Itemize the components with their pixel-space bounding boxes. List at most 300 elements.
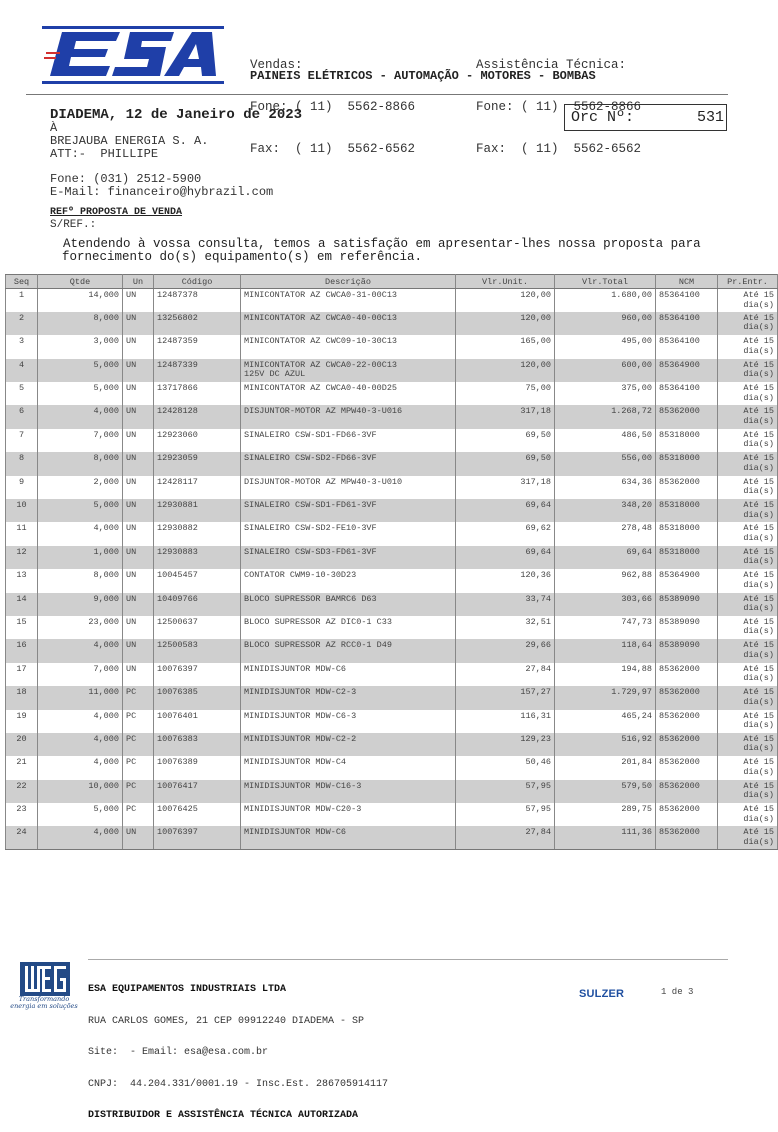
cell-un-text: UN bbox=[126, 827, 137, 838]
sulzer-logo: SULZER bbox=[579, 988, 625, 1000]
cell-qty-text: 4,000 bbox=[93, 827, 119, 838]
cell-ncm bbox=[656, 710, 718, 733]
cell-code bbox=[154, 733, 241, 756]
delivery-unit: dia(s) bbox=[743, 439, 774, 450]
cell-seq bbox=[6, 826, 38, 849]
cell-desc-text: DISJUNTOR-MOTOR AZ MPW40-3-U010 bbox=[244, 476, 403, 487]
cell-code bbox=[154, 382, 241, 405]
cell-code-text: 10076401 bbox=[157, 710, 198, 721]
cell-delivery bbox=[718, 780, 778, 803]
cell-qty bbox=[38, 452, 123, 475]
cell-qty bbox=[38, 546, 123, 569]
cell-code bbox=[154, 639, 241, 662]
cell-ncm bbox=[656, 826, 718, 849]
cell-ncm bbox=[656, 289, 718, 312]
cell-un bbox=[123, 522, 154, 545]
cell-ncm bbox=[656, 616, 718, 639]
col-header-un: Un bbox=[123, 275, 154, 289]
cell-total-text: 1.729,97 bbox=[611, 687, 652, 698]
cell-un bbox=[123, 312, 154, 335]
cell-seq-text: 24 bbox=[16, 827, 27, 838]
cell-delivery bbox=[718, 733, 778, 756]
cell-code-text: 12428128 bbox=[157, 406, 198, 417]
table-row bbox=[6, 452, 778, 475]
cell-ncm bbox=[656, 312, 718, 335]
table-row bbox=[6, 663, 778, 686]
cell-qty bbox=[38, 593, 123, 616]
cell-un bbox=[123, 359, 154, 382]
cell-unit bbox=[456, 663, 555, 686]
cell-code bbox=[154, 803, 241, 826]
weg-logo-icon bbox=[20, 962, 70, 996]
cell-total bbox=[555, 335, 656, 358]
cell-un-text: UN bbox=[126, 593, 137, 604]
cell-code bbox=[154, 476, 241, 499]
delivery-unit: dia(s) bbox=[743, 532, 774, 543]
cell-total-text: 962,88 bbox=[621, 570, 652, 581]
tech-label: Assistência Técnica: bbox=[476, 58, 627, 72]
cell-unit bbox=[456, 569, 555, 592]
delivery-days: Até 15 bbox=[743, 687, 774, 698]
tech-contact bbox=[476, 30, 641, 170]
delivery-unit: dia(s) bbox=[743, 556, 774, 567]
cell-desc bbox=[241, 593, 456, 616]
cell-total bbox=[555, 476, 656, 499]
cell-total bbox=[555, 756, 656, 779]
cell-un-text: UN bbox=[126, 383, 137, 394]
cell-delivery bbox=[718, 826, 778, 849]
cell-un-text: PC bbox=[126, 710, 137, 721]
cell-code-text: 12500637 bbox=[157, 616, 198, 627]
cell-un-text: UN bbox=[126, 640, 137, 651]
client-name: BREJAUBA ENERGIA S. A. bbox=[50, 134, 209, 148]
cell-un-text: UN bbox=[126, 663, 137, 674]
cell-seq-text: 15 bbox=[16, 616, 27, 627]
orc-number: 531 bbox=[696, 109, 724, 126]
delivery-days: Até 15 bbox=[743, 406, 774, 417]
cell-seq-text: 19 bbox=[16, 710, 27, 721]
cell-unit bbox=[456, 780, 555, 803]
cell-ncm-text: 85364100 bbox=[659, 290, 700, 300]
delivery-days: Até 15 bbox=[743, 804, 774, 815]
cell-seq bbox=[6, 733, 38, 756]
cell-delivery bbox=[718, 405, 778, 428]
cell-total-text: 516,92 bbox=[621, 733, 652, 744]
cell-un bbox=[123, 803, 154, 826]
cell-seq bbox=[6, 663, 38, 686]
cell-ncm-text: 85364100 bbox=[659, 336, 700, 347]
cell-code bbox=[154, 499, 241, 522]
cell-qty bbox=[38, 335, 123, 358]
cell-total bbox=[555, 452, 656, 475]
cell-un-text: PC bbox=[126, 733, 137, 744]
cell-ncm bbox=[656, 476, 718, 499]
cell-un bbox=[123, 710, 154, 733]
cell-seq bbox=[6, 616, 38, 639]
reference-title: REFº PROPOSTA DE VENDA bbox=[50, 207, 183, 218]
cell-desc bbox=[241, 686, 456, 709]
table-row bbox=[6, 312, 778, 335]
cell-delivery bbox=[718, 663, 778, 686]
cell-desc-text: MINIDISJUNTOR MDW-C6 bbox=[244, 663, 347, 674]
delivery-unit: dia(s) bbox=[743, 813, 774, 824]
cell-ncm-text: 85318000 bbox=[659, 500, 700, 511]
cell-delivery bbox=[718, 382, 778, 405]
cell-code-text: 13256802 bbox=[157, 312, 198, 323]
cell-code-text: 12487378 bbox=[157, 290, 198, 300]
cell-desc-text: MINICONTATOR AZ CWCA0-40-00C13 bbox=[244, 312, 398, 323]
cell-delivery bbox=[718, 756, 778, 779]
cell-ncm-text: 85362000 bbox=[659, 663, 700, 674]
cell-desc-text: MINICONTATOR AZ CWCA0-22-00C13 bbox=[244, 359, 398, 370]
cell-desc-text: SINALEIRO CSW-SD1-FD61-3VF bbox=[244, 500, 377, 511]
cell-seq bbox=[6, 522, 38, 545]
cell-code-text: 12500583 bbox=[157, 640, 198, 651]
delivery-unit: dia(s) bbox=[743, 369, 774, 380]
client-email: E-Mail: financeiro@hybrazil.com bbox=[50, 185, 274, 199]
cell-ncm-text: 85362000 bbox=[659, 804, 700, 815]
cell-total bbox=[555, 499, 656, 522]
cell-ncm bbox=[656, 663, 718, 686]
cell-desc bbox=[241, 289, 456, 312]
cell-qty-text: 10,000 bbox=[88, 780, 119, 791]
cell-desc bbox=[241, 335, 456, 358]
cell-total-text: 201,84 bbox=[621, 757, 652, 768]
col-header-ncm: NCM bbox=[656, 275, 718, 289]
intro-text bbox=[63, 238, 753, 264]
cell-qty-text: 23,000 bbox=[88, 616, 119, 627]
cell-unit-text: 129,23 bbox=[520, 733, 551, 744]
cell-seq bbox=[6, 359, 38, 382]
cell-delivery bbox=[718, 476, 778, 499]
cell-un-text: UN bbox=[126, 616, 137, 627]
cell-desc-text: MINIDISJUNTOR MDW-C4 bbox=[244, 757, 347, 768]
table-row bbox=[6, 686, 778, 709]
sales-contact bbox=[250, 30, 415, 170]
cell-qty bbox=[38, 382, 123, 405]
cell-seq bbox=[6, 312, 38, 335]
cell-unit-text: 120,00 bbox=[520, 312, 551, 323]
cell-ncm-text: 85318000 bbox=[659, 523, 700, 534]
cell-un-text: UN bbox=[126, 500, 137, 511]
cell-total-text: 1.680,00 bbox=[611, 290, 652, 300]
cell-qty-text: 2,000 bbox=[93, 476, 119, 487]
cell-code bbox=[154, 616, 241, 639]
cell-un-text: UN bbox=[126, 546, 137, 557]
cell-desc bbox=[241, 452, 456, 475]
cell-delivery bbox=[718, 522, 778, 545]
cell-total-text: 634,36 bbox=[621, 476, 652, 487]
cell-total-text: 600,00 bbox=[621, 359, 652, 370]
col-header-unit: Vlr.Unit. bbox=[456, 275, 555, 289]
cell-unit-text: 69,50 bbox=[525, 453, 551, 464]
cell-seq-text: 16 bbox=[16, 640, 27, 651]
cell-un-text: UN bbox=[126, 523, 137, 534]
cell-desc bbox=[241, 780, 456, 803]
cell-unit bbox=[456, 359, 555, 382]
cell-code-text: 12487359 bbox=[157, 336, 198, 347]
cell-qty-text: 9,000 bbox=[93, 593, 119, 604]
cell-qty-text: 4,000 bbox=[93, 640, 119, 651]
cell-seq bbox=[6, 546, 38, 569]
cell-unit bbox=[456, 546, 555, 569]
cell-code bbox=[154, 663, 241, 686]
cell-qty bbox=[38, 826, 123, 849]
cell-seq bbox=[6, 429, 38, 452]
cell-ncm-text: 85362000 bbox=[659, 733, 700, 744]
cell-unit bbox=[456, 710, 555, 733]
cell-code bbox=[154, 756, 241, 779]
cell-code bbox=[154, 359, 241, 382]
cell-code bbox=[154, 546, 241, 569]
cell-un-text: PC bbox=[126, 757, 137, 768]
footer-cnpj: CNPJ: 44.204.331/0001.19 - Insc.Est. 286705914117 bbox=[88, 1078, 389, 1090]
cell-total-text: 348,20 bbox=[621, 500, 652, 511]
cell-unit-text: 57,95 bbox=[525, 780, 551, 791]
cell-seq bbox=[6, 756, 38, 779]
cell-desc bbox=[241, 546, 456, 569]
table-row bbox=[6, 429, 778, 452]
cell-unit-text: 75,00 bbox=[525, 383, 551, 394]
cell-qty bbox=[38, 429, 123, 452]
cell-un-text: PC bbox=[126, 780, 137, 791]
delivery-days: Até 15 bbox=[743, 616, 774, 627]
cell-desc bbox=[241, 476, 456, 499]
table-row bbox=[6, 522, 778, 545]
cell-code bbox=[154, 429, 241, 452]
cell-desc bbox=[241, 569, 456, 592]
cell-ncm-text: 85362000 bbox=[659, 757, 700, 768]
cell-unit bbox=[456, 616, 555, 639]
cell-qty bbox=[38, 780, 123, 803]
cell-seq-text: 23 bbox=[16, 804, 27, 815]
cell-delivery bbox=[718, 335, 778, 358]
cell-un bbox=[123, 429, 154, 452]
cell-desc-text: DISJUNTOR-MOTOR AZ MPW40-3-U016 bbox=[244, 406, 403, 417]
cell-delivery bbox=[718, 359, 778, 382]
cell-unit-text: 27,84 bbox=[525, 827, 551, 838]
cell-code bbox=[154, 312, 241, 335]
cell-total bbox=[555, 663, 656, 686]
cell-qty-text: 3,000 bbox=[93, 336, 119, 347]
cell-un-text: UN bbox=[126, 312, 137, 323]
cell-seq-text: 20 bbox=[16, 733, 27, 744]
cell-seq-text: 10 bbox=[16, 500, 27, 511]
cell-un bbox=[123, 499, 154, 522]
cell-ncm bbox=[656, 686, 718, 709]
cell-un-text: UN bbox=[126, 406, 137, 417]
cell-code-text: 10076425 bbox=[157, 804, 198, 815]
cell-code-text: 12930881 bbox=[157, 500, 198, 511]
cell-total bbox=[555, 803, 656, 826]
cell-desc bbox=[241, 522, 456, 545]
cell-code-text: 13717866 bbox=[157, 383, 198, 394]
cell-ncm-text: 85362000 bbox=[659, 780, 700, 791]
cell-unit-text: 120,00 bbox=[520, 359, 551, 370]
delivery-unit: dia(s) bbox=[743, 509, 774, 520]
delivery-unit: dia(s) bbox=[743, 322, 774, 333]
delivery-days: Até 15 bbox=[743, 827, 774, 838]
cell-un bbox=[123, 382, 154, 405]
cell-desc bbox=[241, 312, 456, 335]
cell-total bbox=[555, 780, 656, 803]
cell-desc-text: BLOCO SUPRESSOR BAMRC6 D63 bbox=[244, 593, 377, 604]
footer-address: RUA CARLOS GOMES, 21 CEP 09912240 DIADEMA - SP bbox=[88, 1015, 365, 1027]
cell-total-text: 111,36 bbox=[621, 827, 652, 838]
delivery-days: Até 15 bbox=[743, 359, 774, 370]
cell-unit-text: 29,66 bbox=[525, 640, 551, 651]
cell-ncm-text: 85364900 bbox=[659, 570, 700, 581]
cell-qty bbox=[38, 803, 123, 826]
cell-code bbox=[154, 452, 241, 475]
cell-ncm bbox=[656, 499, 718, 522]
footer-distributor: DISTRIBUIDOR E ASSISTÊNCIA TÉCNICA AUTORIZADA bbox=[88, 1110, 359, 1121]
intro-line-1: Atendendo à vossa consulta, temos a satisfação em apresentar-lhes nossa proposta para bbox=[63, 237, 701, 251]
delivery-days: Até 15 bbox=[743, 312, 774, 323]
delivery-days: Até 15 bbox=[743, 710, 774, 721]
cell-qty-text: 11,000 bbox=[88, 687, 119, 698]
cell-code bbox=[154, 826, 241, 849]
cell-total-text: 69,64 bbox=[626, 546, 652, 557]
cell-unit-text: 165,00 bbox=[520, 336, 551, 347]
cell-unit bbox=[456, 639, 555, 662]
cell-desc-text: MINIDISJUNTOR MDW-C16-3 bbox=[244, 780, 362, 791]
cell-un bbox=[123, 335, 154, 358]
cell-ncm bbox=[656, 569, 718, 592]
cell-unit-text: 69,50 bbox=[525, 429, 551, 440]
cell-unit bbox=[456, 686, 555, 709]
cell-ncm-text: 85389090 bbox=[659, 616, 700, 627]
cell-code-text: 12923060 bbox=[157, 429, 198, 440]
cell-qty-text: 1,000 bbox=[93, 546, 119, 557]
cell-ncm bbox=[656, 335, 718, 358]
cell-total-text: 579,50 bbox=[621, 780, 652, 791]
delivery-days: Até 15 bbox=[743, 663, 774, 674]
cell-total-text: 556,00 bbox=[621, 453, 652, 464]
cell-total bbox=[555, 382, 656, 405]
cell-delivery bbox=[718, 289, 778, 312]
cell-qty-text: 8,000 bbox=[93, 453, 119, 464]
delivery-unit: dia(s) bbox=[743, 790, 774, 801]
footer-site-email: Site: - Email: esa@esa.com.br bbox=[88, 1047, 269, 1058]
cell-delivery bbox=[718, 546, 778, 569]
delivery-unit: dia(s) bbox=[743, 603, 774, 614]
table-row bbox=[6, 639, 778, 662]
cell-seq-text: 11 bbox=[16, 523, 27, 534]
cell-seq-text: 5 bbox=[18, 383, 25, 394]
cell-qty bbox=[38, 312, 123, 335]
cell-unit bbox=[456, 522, 555, 545]
cell-qty bbox=[38, 405, 123, 428]
cell-ncm bbox=[656, 429, 718, 452]
cell-code bbox=[154, 405, 241, 428]
col-header-delivery: Pr.Entr. bbox=[718, 275, 778, 289]
cell-ncm bbox=[656, 780, 718, 803]
cell-seq-text: 18 bbox=[16, 687, 27, 698]
col-header-total: Vlr.Total bbox=[555, 275, 656, 289]
cell-desc bbox=[241, 733, 456, 756]
cell-ncm bbox=[656, 803, 718, 826]
delivery-days: Até 15 bbox=[743, 500, 774, 511]
cell-code-text: 12923059 bbox=[157, 453, 198, 464]
cell-code-text: 10076389 bbox=[157, 757, 198, 768]
delivery-unit: dia(s) bbox=[743, 392, 774, 403]
cell-code-text: 10076417 bbox=[157, 780, 198, 791]
cell-total bbox=[555, 289, 656, 312]
intro-line-2: fornecimento do(s) equipamento(s) em referência. bbox=[62, 250, 423, 264]
cell-un-text: UN bbox=[126, 429, 137, 440]
cell-seq bbox=[6, 499, 38, 522]
cell-code-text: 12930882 bbox=[157, 523, 198, 534]
cell-un bbox=[123, 733, 154, 756]
cell-qty bbox=[38, 710, 123, 733]
cell-unit bbox=[456, 476, 555, 499]
cell-delivery bbox=[718, 686, 778, 709]
cell-total-text: 289,75 bbox=[621, 804, 652, 815]
cell-seq bbox=[6, 335, 38, 358]
delivery-days: Até 15 bbox=[743, 336, 774, 347]
cell-code bbox=[154, 710, 241, 733]
cell-delivery bbox=[718, 312, 778, 335]
cell-total bbox=[555, 522, 656, 545]
cell-qty-text: 8,000 bbox=[93, 312, 119, 323]
cell-seq-text: 2 bbox=[18, 312, 25, 323]
cell-qty-text: 5,000 bbox=[93, 383, 119, 394]
cell-unit-text: 69,64 bbox=[525, 546, 551, 557]
cell-code-text: 12428117 bbox=[157, 476, 198, 487]
footer-divider bbox=[88, 959, 728, 960]
cell-qty-text: 7,000 bbox=[93, 663, 119, 674]
cell-qty bbox=[38, 522, 123, 545]
cell-seq bbox=[6, 405, 38, 428]
cell-ncm-text: 85389090 bbox=[659, 640, 700, 651]
client-phone: Fone: (031) 2512-5900 bbox=[50, 172, 202, 186]
cell-qty bbox=[38, 686, 123, 709]
delivery-days: Até 15 bbox=[743, 780, 774, 791]
cell-ncm bbox=[656, 593, 718, 616]
cell-ncm bbox=[656, 733, 718, 756]
table-row bbox=[6, 382, 778, 405]
cell-total-text: 278,48 bbox=[621, 523, 652, 534]
cell-total-text: 486,50 bbox=[621, 429, 652, 440]
cell-unit-text: 57,95 bbox=[525, 804, 551, 815]
cell-qty-text: 4,000 bbox=[93, 710, 119, 721]
cell-code bbox=[154, 686, 241, 709]
cell-un bbox=[123, 405, 154, 428]
delivery-unit: dia(s) bbox=[743, 720, 774, 731]
cell-total-text: 118,64 bbox=[621, 640, 652, 651]
delivery-unit: dia(s) bbox=[743, 579, 774, 590]
cell-desc bbox=[241, 499, 456, 522]
col-header-seq: Seq bbox=[6, 275, 38, 289]
cell-ncm-text: 85389090 bbox=[659, 593, 700, 604]
cell-seq bbox=[6, 476, 38, 499]
cell-code bbox=[154, 569, 241, 592]
table-row bbox=[6, 359, 778, 382]
weg-tagline: Transformando energia em soluções bbox=[10, 995, 78, 1010]
delivery-unit: dia(s) bbox=[743, 345, 774, 356]
cell-code-text: 10045457 bbox=[157, 570, 198, 581]
cell-unit-text: 69,64 bbox=[525, 500, 551, 511]
delivery-days: Até 15 bbox=[743, 570, 774, 581]
cell-code bbox=[154, 289, 241, 312]
cell-qty-text: 14,000 bbox=[88, 290, 119, 300]
cell-qty-text: 8,000 bbox=[93, 570, 119, 581]
cell-unit bbox=[456, 452, 555, 475]
delivery-unit: dia(s) bbox=[743, 696, 774, 707]
cell-seq bbox=[6, 289, 38, 312]
sales-fax: Fax: ( 11) 5562-6562 bbox=[250, 142, 416, 156]
